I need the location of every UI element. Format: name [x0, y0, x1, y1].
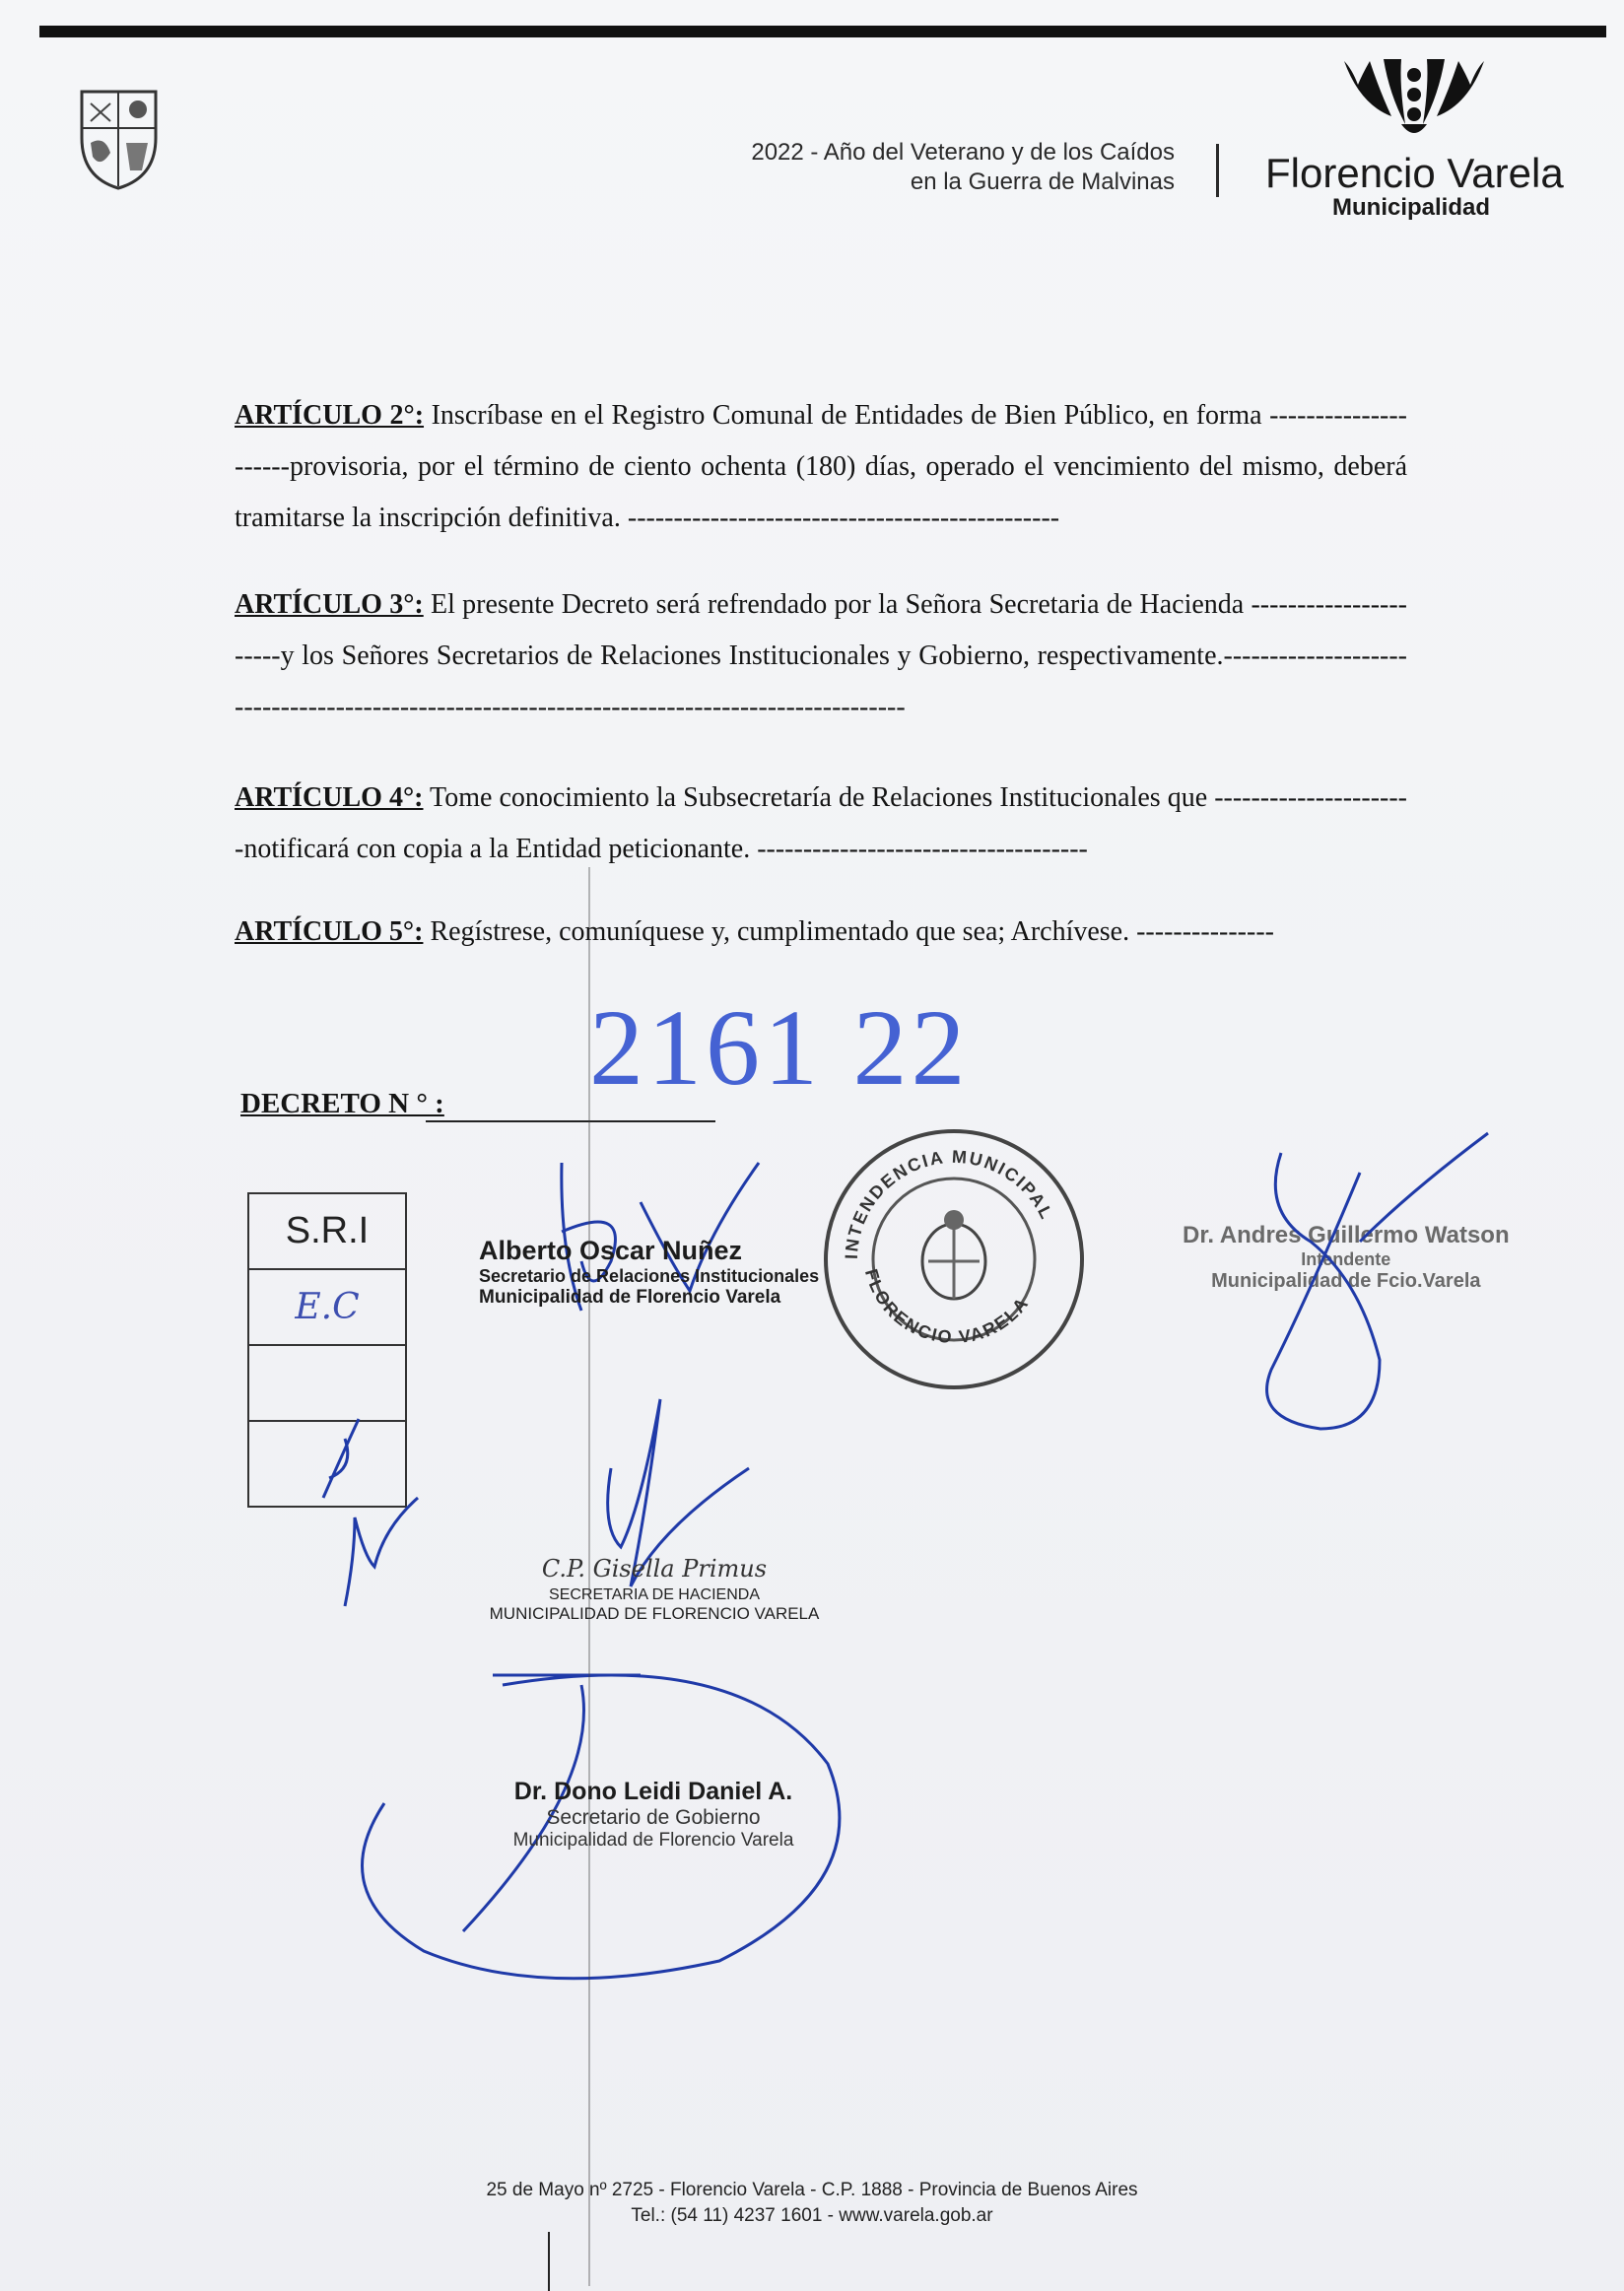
article-2 [235, 390, 1407, 544]
header-motto [751, 138, 1175, 197]
primus-signature-block [477, 1555, 832, 1624]
motto-line-2: en la Guerra de Malvinas [910, 168, 1175, 195]
watson-signature-icon [1232, 1133, 1498, 1439]
footer-edge-mark [548, 2232, 550, 2291]
footer-address: 25 de Mayo nº 2725 - Florencio Varela - C.P. 1888 - Provincia de Buenos Aires [486, 2180, 1138, 2200]
article-label: ARTÍCULO 5°: [235, 916, 424, 947]
top-border-bar [39, 26, 1606, 37]
nunez-signature-block [479, 1236, 819, 1309]
nunez-title: Secretario de Relaciones Institucionales [479, 1266, 820, 1286]
article-label: ARTÍCULO 2°: [235, 400, 425, 431]
article-4 [235, 773, 1407, 875]
stamp-bottom-text: FLORENCIO VARELA [860, 1266, 1034, 1348]
leidi-title: Secretario de Gobierno [546, 1806, 761, 1829]
decree-label: DECRETO N ° : [240, 1088, 444, 1119]
article-label: ARTÍCULO 3°: [235, 589, 424, 620]
sri-cell-1 [249, 1194, 405, 1270]
municipal-seal-stamp [818, 1123, 1090, 1395]
leidi-signature-block [471, 1778, 836, 1852]
watson-name: Dr. Andres Guillermo Watson [1183, 1222, 1510, 1248]
leidi-name: Dr. Dono Leidi Daniel A. [513, 1778, 793, 1805]
florencio-varela-logo-icon [1340, 55, 1488, 142]
article-text: Inscríbase en el Registro Comunal de Entidades de Bien Público, en forma ---------------------provisoria, por el término de ciento ochenta (180) días, operado el vencimiento del mismo, deberá tramitarse la inscripción definitiva. ----------------------------------------------- [235, 400, 1408, 533]
nunez-org: Municipalidad de Florencio Varela [479, 1287, 781, 1308]
sri-cell-2 [249, 1270, 405, 1346]
motto-line-1: 2022 - Año del Veterano y de los Caídos [751, 139, 1175, 166]
article-5 [235, 907, 1407, 958]
svg-text:FLORENCIO VARELA [861, 1267, 1033, 1348]
municipal-crest-icon [77, 84, 161, 192]
watson-org: Municipalidad de Fcio.Varela [1211, 1270, 1481, 1292]
sri-label: S.R.I [285, 1210, 370, 1251]
primus-org: MUNICIPALIDAD DE FLORENCIO VARELA [489, 1604, 820, 1623]
article-text: El presente Decreto será refrendado por la Señora Secretaria de Hacienda ----------------------y los Señores Secretarios de Relaciones Institucionales y Gobierno, respectivamente.--------------------------------------------------------------------------------------------- [235, 589, 1407, 722]
watson-title: Intendente [1301, 1249, 1391, 1269]
primus-name: C.P. Gisella Primus [541, 1555, 768, 1583]
initials-scribble-icon [315, 1409, 424, 1606]
article-text: Tome conocimiento la Subsecretaría de Relaciones Institucionales que ----------------------notificará con copia a la Entidad peticionante. ------------------------------------ [235, 782, 1407, 864]
page-footer [0, 2178, 1624, 2229]
logo-subtitle: Municipalidad [1332, 194, 1491, 221]
header-divider [1216, 144, 1219, 197]
logo-name: Florencio Varela [1265, 150, 1564, 196]
sri-initials: E.C [295, 1287, 360, 1327]
article-3 [235, 579, 1407, 733]
nunez-name: Alberto Oscar Nuñez [479, 1236, 743, 1265]
article-text: Regístrese, comuníquese y, cumplimentado que sea; Archívese. --------------- [423, 916, 1274, 947]
paper-fold-line [588, 867, 590, 2286]
footer-contact: Tel.: (54 11) 4237 1601 - www.varela.gob.ar [631, 2205, 993, 2226]
leidi-org: Municipalidad de Florencio Varela [512, 1830, 794, 1851]
primus-title: SECRETARIA DE HACIENDA [549, 1586, 760, 1603]
article-label: ARTÍCULO 4°: [235, 782, 424, 813]
stamp-top-text: INTENDENCIA MUNICIPAL [841, 1146, 1057, 1260]
decree-number-stamp: 2161 22 [589, 987, 970, 1108]
decree-underline [426, 1120, 715, 1122]
